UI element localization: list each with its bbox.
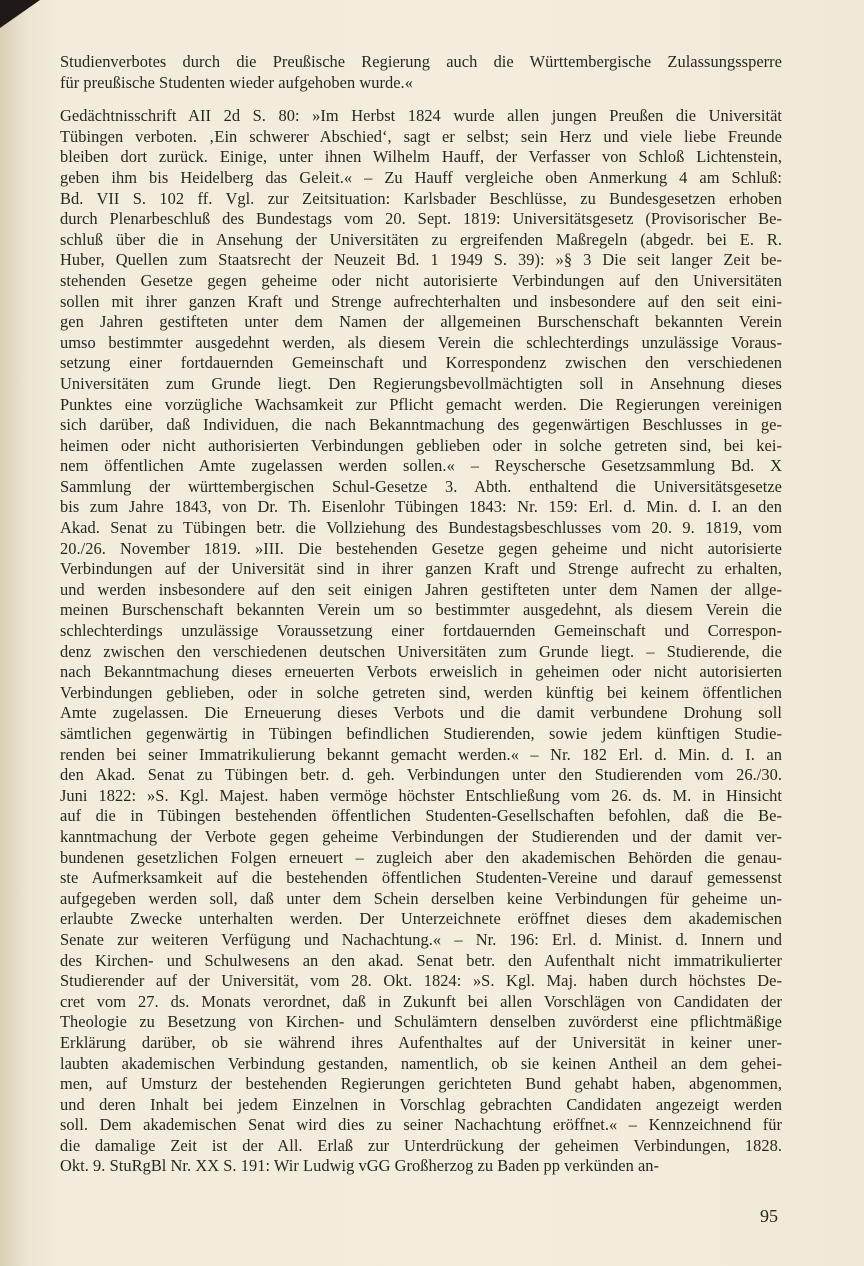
text-line: die damalige Zeit ist der All. Erlaß zur Unterdrückung der geheimen Verbindungen, 1828. xyxy=(60,1135,782,1155)
text-line: umso bestimmter ausgedehnt werden, als diesem Verein die schlechterdings unzulässige Voraus- xyxy=(60,332,782,352)
text-line: erlaubte Zwecke unterhalten werden. Der Unterzeichnete eröffnet dieses dem akademischen xyxy=(60,909,782,929)
text-line: setzung einer fortdauernden Gemeinschaft und Korrespondenz zwischen den verschiedenen xyxy=(60,353,782,373)
text-line: Juni 1822: »S. Kgl. Majest. haben vermöge höchster Entschließung vom 26. ds. M. in Hinsicht xyxy=(60,785,782,805)
text-line: auf die in Tübingen bestehenden öffentlichen Studenten-Gesellschaften befohlen, daß die Be- xyxy=(60,806,782,826)
text-line: Bd. VII S. 102 ff. Vgl. zur Zeitsituation: Karlsbader Beschlüsse, zu Bundesgesetzen erhoben xyxy=(60,188,782,208)
text-line: Erklärung darüber, ob sie während ihres Aufenthaltes auf der Universität in keiner uner- xyxy=(60,1032,782,1052)
text-line: 20./26. November 1819. »III. Die bestehenden Gesetze gegen geheime und nicht autorisierte xyxy=(60,538,782,558)
text-line: sämtlichen gegenwärtig in Tübingen befindlichen Studierenden, sowie jedem künftigen Studie- xyxy=(60,724,782,743)
text-line: heimen oder nicht authorisierten Verbindungen geblieben oder in solche getreten sind, bei kei- xyxy=(60,435,782,455)
text-line: bis zum Jahre 1843, von Dr. Th. Eisenlohr Tübingen 1843: Nr. 159: Erl. d. Min. d. I. an den xyxy=(60,497,782,517)
text-line: nach Bekanntmachung dieses erneuerten Verbots erweislich in geheimen oder nicht autorisierten xyxy=(60,662,782,682)
text-line: nem öffentlichen Amte zugelassen werden sollen.« – Reyschersche Gesetzsammlung Bd. X xyxy=(60,456,782,476)
text-line: geben ihm bis Heidelberg das Geleit.« – Zu Hauff vergleiche oben Anmerkung 4 am Schluß: xyxy=(60,167,782,187)
paragraph-gap xyxy=(60,93,782,106)
paragraph-gedaechtnisschrift xyxy=(60,106,782,1177)
footnote-text-block xyxy=(60,52,782,1177)
text-line: kanntmachung der Verbote gegen geheime Verbindungen der Studierenden und der damit ver- xyxy=(60,826,782,846)
text-line: bleiben dort zurück. Einige, unter ihnen Wilhelm Hauff, der Verfasser von Schloß Lichtenstein, xyxy=(60,147,782,167)
text-line: durch Plenarbeschluß des Bundestags vom 20. Sept. 1819: Universitätsgesetz (Provisorischer Be- xyxy=(60,209,782,229)
text-line: soll. Dem akademischen Senat wird dies zu seiner Nachachtung eröffnet.« – Kennzeichnend für xyxy=(60,1115,782,1135)
text-line: denz zwischen den verschiedenen deutschen Universitäten zum Grunde liegt. – Studierende, die xyxy=(60,641,782,661)
text-line: Studierender auf der Universität, vom 28. Okt. 1824: »S. Kgl. Maj. haben durch höchstes De- xyxy=(60,971,782,991)
text-line: Theologie zu Besetzung von Kirchen- und Schulämtern denselben zuvörderst eine pflichtmäßige xyxy=(60,1012,782,1032)
text-line: gen Jahren gestifteten unter dem Namen der allgemeinen Burschenschaft bekannten Verein xyxy=(60,312,782,332)
text-line: Verbindungen geblieben, oder in solche getreten sind, werden künftig bei keinem öffentlichen xyxy=(60,682,782,702)
text-line: renden bei seiner Immatrikulierung bekannt gemacht werden.« – Nr. 182 Erl. d. Min. d. I. an xyxy=(60,744,782,764)
text-line: ste Aufmerksamkeit auf die bestehenden öffentlichen Studenten-Vereine und darauf gemessenst xyxy=(60,868,782,888)
text-line: Senate zur weiteren Verfügung und Nachachtung.« – Nr. 196: Erl. d. Minist. d. Innern und xyxy=(60,929,782,949)
text-line: den Akad. Senat zu Tübingen betr. d. geh. Verbindungen unter den Studierenden vom 26./30. xyxy=(60,765,782,785)
text-line: Sammlung der württembergischen Schul-Gesetze 3. Abth. enthaltend die Universitätsgesetze xyxy=(60,476,782,496)
text-line: laubten akademischen Verbindung gestanden, namentlich, ob sie keinen Antheil an dem gehei- xyxy=(60,1053,782,1073)
text-line: aufgegeben werden soll, daß unter dem Schein derselben keine Verbindungen für geheime un- xyxy=(60,888,782,908)
text-line: Universitäten zum Grunde liegt. Den Regierungsbevollmächtigten soll in Ansehnung dieses xyxy=(60,373,782,393)
text-line: sich darüber, daß Individuen, die nach Bekanntmachung des gegenwärtigen Beschlusses in ge- xyxy=(60,415,782,435)
text-line: Huber, Quellen zum Staatsrecht der Neuzeit Bd. 1 1949 S. 39): »§ 3 Die seit langer Zeit be- xyxy=(60,250,782,270)
text-line: men, auf Umsturz der bestehenden Regierungen gerichteten Bund gehabt haben, abgenommen, xyxy=(60,1074,782,1094)
text-line: Gedächtnisschrift AII 2d S. 80: »Im Herbst 1824 wurde allen jungen Preußen die Universität xyxy=(60,106,782,126)
text-line: Akad. Senat zu Tübingen betr. die Vollziehung des Bundestagsbeschlusses vom 20. 9. 1819, vom xyxy=(60,518,782,538)
text-line: für preußische Studenten wieder aufgehoben wurde.« xyxy=(60,72,413,92)
text-line: bundenen gesetzlichen Folgen erneuert – zugleich aber den akademischen Behörden die genau- xyxy=(60,847,782,867)
text-line: und werden insbesondere auf den seit einigen Jahren gestifteten unter dem Namen der allge- xyxy=(60,579,782,599)
text-line: cret vom 27. ds. Monats verordnet, daß in Zukunft bei allen Vorschlägen von Candidaten der xyxy=(60,991,782,1011)
text-line: Okt. 9. StuRgBl Nr. XX S. 191: Wir Ludwig vGG Großherzog zu Baden pp verkünden an- xyxy=(60,1156,660,1176)
text-line: sollen mit ihrer ganzen Kraft und Strenge aufrechterhalten und insbesondere auf den seit eini- xyxy=(60,291,782,311)
text-line: Punktes eine vorzügliche Wachsamkeit zur Pflicht gemacht werden. Die Regierungen vereinigen xyxy=(60,394,782,414)
text-line: Amte zugelassen. Die Erneuerung dieses Verbots und die damit verbundene Drohung soll xyxy=(60,703,782,723)
text-line: Verbindungen auf der Universität sind in ihrer ganzen Kraft und Strenge aufrecht zu erhalten, xyxy=(60,559,782,579)
paragraph-continuation xyxy=(60,52,782,93)
text-line: schluß über die in Ansehung der Universitäten zu ergreifenden Maßregeln (abgedr. bei E. R. xyxy=(60,229,782,249)
text-line: stehenden Gesetze gegen geheime oder nicht autorisierte Verbindungen auf den Universitäten xyxy=(60,270,782,290)
text-line: Tübingen verboten. ‚Ein schwerer Abschied‘, sagt er selbst; sein Herz und viele liebe Freunde xyxy=(60,126,782,146)
text-line: Studienverbotes durch die Preußische Regierung auch die Württembergische Zulassungssperre xyxy=(60,52,782,71)
text-line: und deren Inhalt bei jedem Einzelnen in Vorschlag gebrachten Candidaten angezeigt werden xyxy=(60,1094,782,1114)
scan-corner-shadow xyxy=(0,0,40,28)
page-number: 95 xyxy=(760,1206,778,1226)
text-line: des Kirchen- und Schulwesens an den akad. Senat betr. den Aufenthalt nicht immatrikulierter xyxy=(60,950,782,970)
text-line: meinen Burschenschaft bekannten Verein um so bestimmter ausgedehnt, als diesem Verein die xyxy=(60,600,782,620)
text-line: schlechterdings unzulässige Voraussetzung einer fortdauernden Gemeinschaft und Correspon- xyxy=(60,621,782,641)
